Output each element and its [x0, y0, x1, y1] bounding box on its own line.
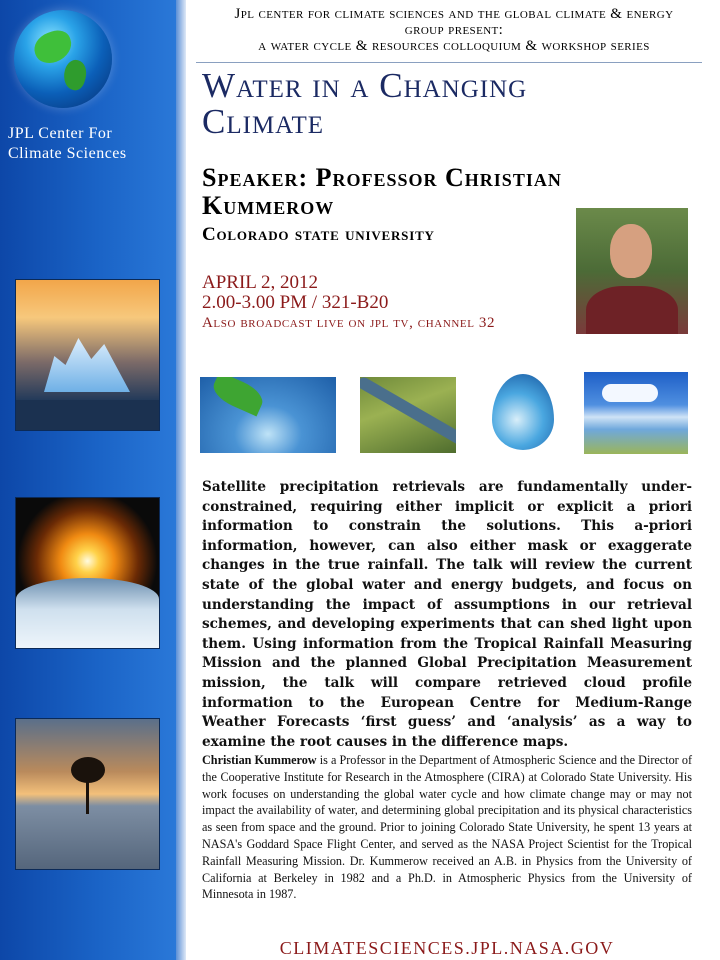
website-url[interactable]: CLIMATESCIENCES.JPL.NASA.GOV	[279, 938, 615, 958]
header-line-1: Jpl center for climate sciences and the global climate & energy	[234, 6, 674, 22]
tree-in-water-photo	[15, 718, 160, 870]
series-header	[196, 6, 712, 54]
speaker-affiliation: Colorado state university	[202, 224, 435, 245]
talk-abstract: Satellite precipitation retrievals are fundamentally under-constrained, requiring either implicit or explicit a priori information to constrain the solutions. This a-priori information, however, can also either mask or exaggerate changes in the true rainfall. The talk will review the current state of the global water and energy budgets, and focus on understanding the impact of assumptions in our retrieval schemes, and developing experiments that can shed light upon them. Using information from the Tropical Rainfall Measuring Mission and the planned Global Precipitation Measurement mission, the talk will compare retrieved cloud profile information to the European Centre for Medium-Range Weather Forecasts ‘first guess’ and ‘analysis’ as a way to examine the root causes in the difference maps.	[202, 479, 692, 750]
center-brand	[8, 124, 173, 164]
water-drop-globe-image	[488, 368, 560, 456]
sky-reflection-image	[584, 372, 688, 454]
event-details	[202, 273, 572, 333]
iceberg-photo	[15, 279, 160, 431]
title-line-1: Water in a Changing	[202, 66, 528, 105]
speaker-line-1: Speaker: Professor Christian	[202, 163, 562, 192]
river-aerial-image	[360, 377, 456, 453]
globe-logo	[14, 10, 112, 108]
header-divider	[196, 62, 702, 63]
bio-speaker-name: Christian Kummerow	[202, 753, 317, 767]
talk-title	[202, 68, 682, 140]
event-broadcast: Also broadcast live on jpl tv, channel 32	[202, 315, 496, 331]
leaf-water-ripple-image	[200, 377, 336, 453]
speaker-bio	[202, 752, 692, 903]
event-date: APRIL 2, 2012	[202, 272, 318, 293]
bio-text: is a Professor in the Department of Atmospheric Science and the Director of the Cooperative Institute for Research in the Atmosphere (CIRA) at Colorado State University. His work focuses on understanding the global water cycle and how climate change may or may not impact the availability of water, and determining global precipitation and its physical characteristics as seen from space and the ground. Prior to joining Colorado State University, he spent 13 years at NASA's Goddard Space Flight Center, and served as the NASA Project Scientist for the Tropical Rainfall Measuring Mission. Dr. Kummerow received an A.B. in Physics from the University of California at Berkeley in 1982 and a Ph.D. in Atmospheric Physics from the University of Minnesota in 1987.	[202, 753, 693, 902]
speaker-portrait	[576, 208, 688, 334]
header-line-3: a water cycle & resources colloquium & workshop series	[258, 38, 650, 54]
title-line-2: Climate	[202, 102, 324, 141]
header-line-2: group present:	[404, 22, 504, 38]
speaker-line-2: Kummerow	[202, 191, 335, 220]
sidebar	[0, 0, 176, 960]
brand-line-2: Climate Sciences	[8, 145, 127, 162]
sunrise-over-clouds-photo	[15, 497, 160, 649]
event-time-location: 2.00-3.00 PM / 321-B20	[202, 292, 389, 313]
brand-line-1: JPL Center For	[8, 125, 113, 142]
sidebar-edge	[176, 0, 186, 960]
